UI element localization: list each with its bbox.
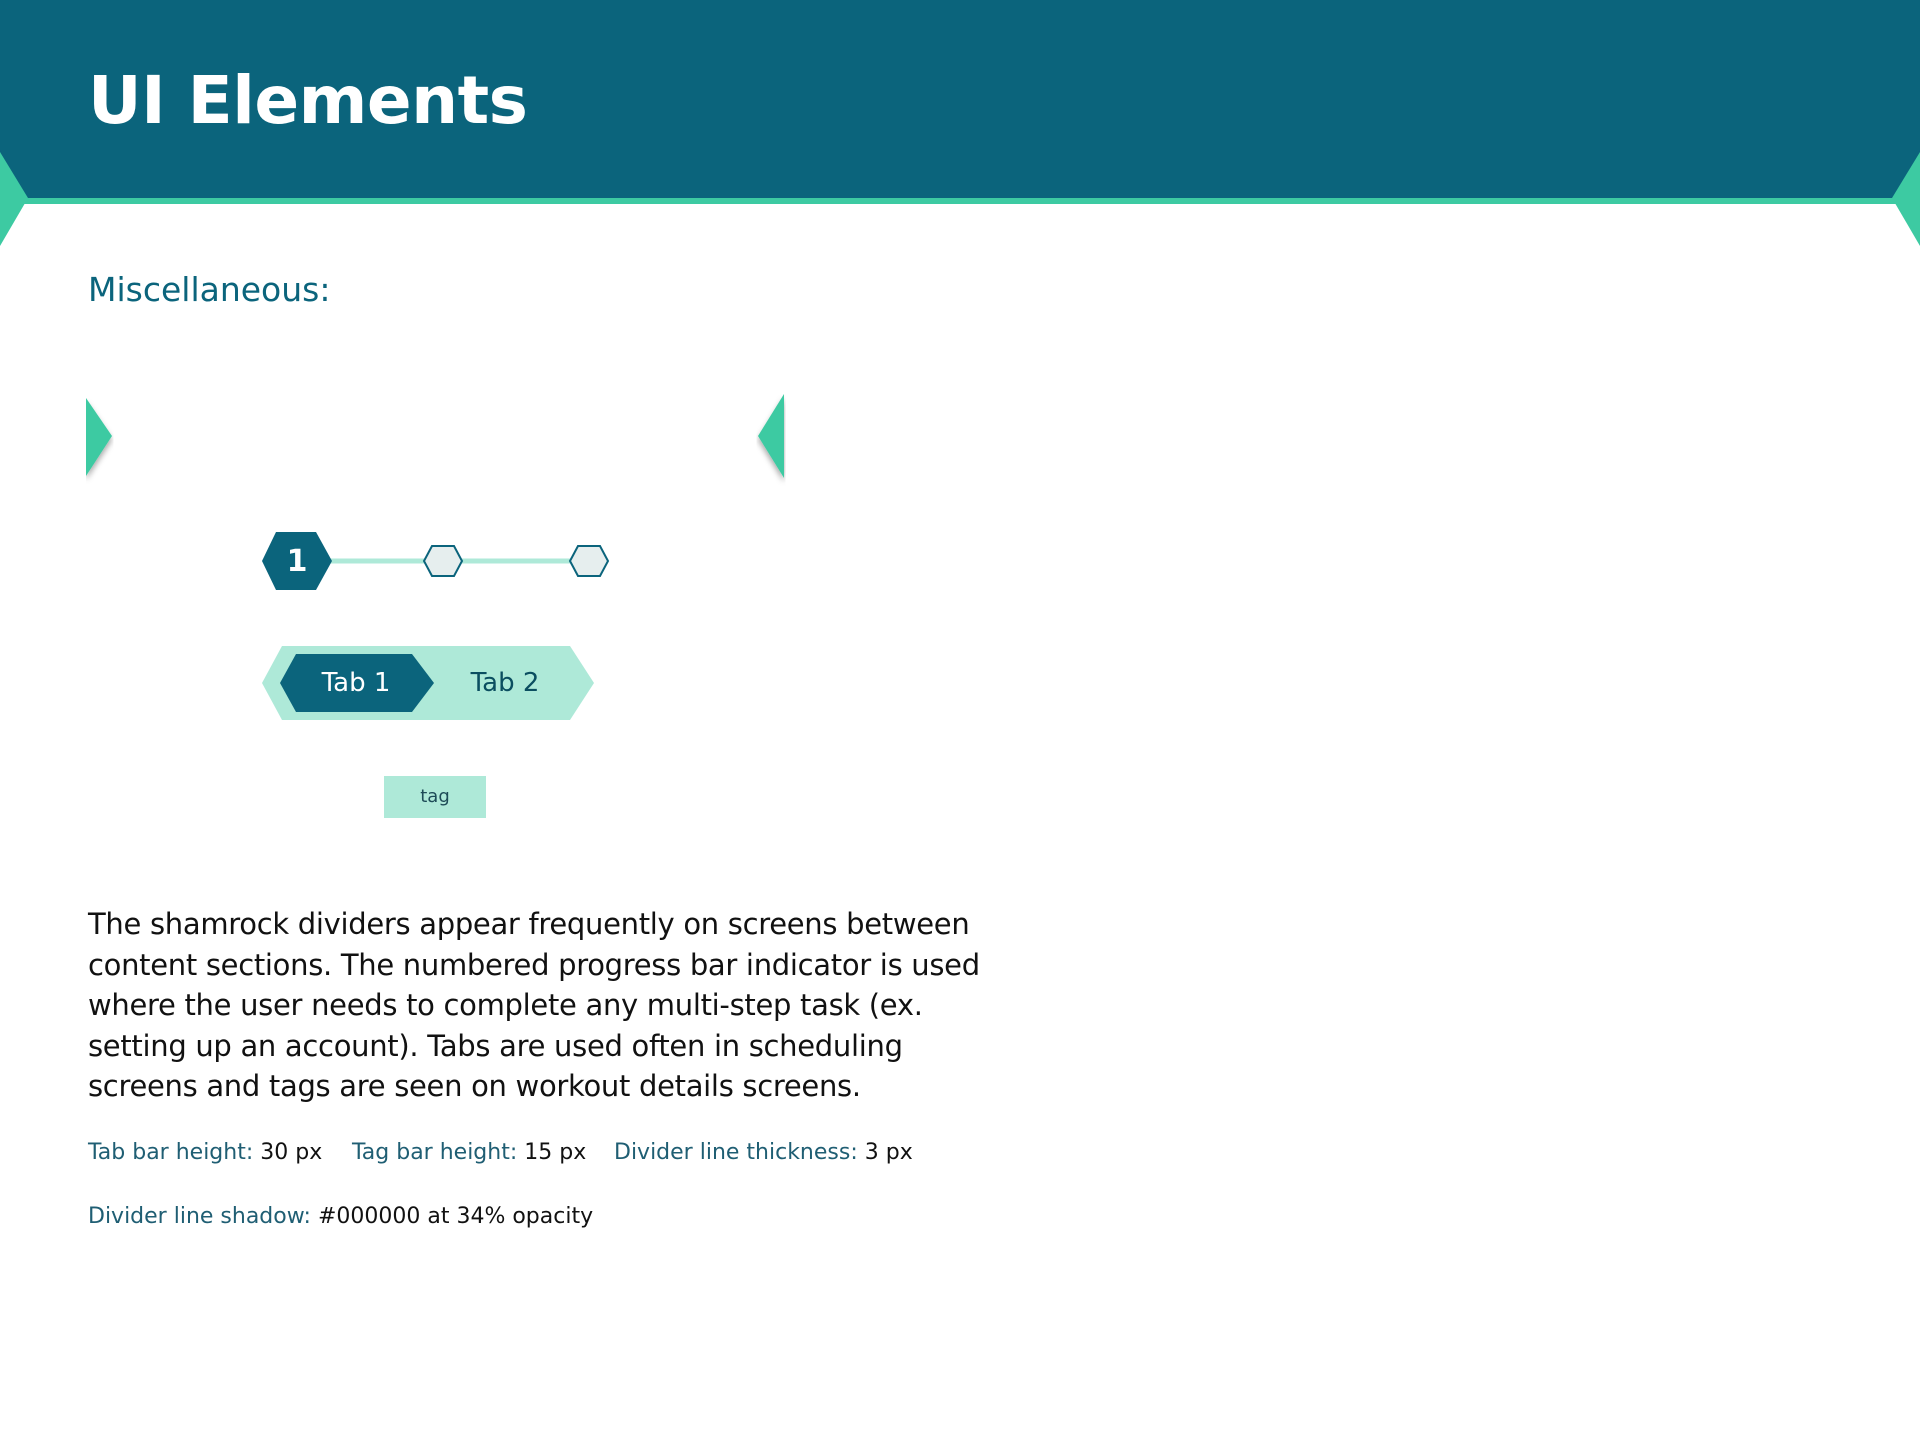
section-heading: Miscellaneous: [88, 270, 331, 309]
spec-value: #000000 at 34% opacity [317, 1204, 594, 1229]
right-corner-accent [1892, 152, 1920, 246]
divider-left-cap [86, 398, 112, 476]
spec-divider-shadow [88, 1204, 593, 1229]
divider-right-cap [758, 394, 784, 478]
step-3-hexagon[interactable] [570, 546, 608, 576]
tag-chip: tag [384, 776, 486, 818]
spec-value: 15 px [524, 1140, 587, 1165]
spec-tag-bar-height [352, 1140, 586, 1165]
tab-1[interactable]: Tab 1 [321, 668, 391, 698]
spec-label: Tag bar height: [352, 1140, 518, 1165]
spec-label: Divider line thickness: [614, 1140, 858, 1165]
left-corner-accent [0, 152, 28, 246]
spec-tab-bar-height [88, 1140, 322, 1165]
spec-label: Tab bar height: [88, 1140, 254, 1165]
page-title: UI Elements [88, 62, 528, 139]
step-2-hexagon[interactable] [424, 546, 462, 576]
spec-divider-thickness [614, 1140, 913, 1165]
tab-2[interactable]: Tab 2 [470, 668, 540, 698]
step-1-number: 1 [286, 544, 308, 579]
spec-value: 30 px [260, 1140, 323, 1165]
description-paragraph: The shamrock dividers appear frequently on screens between content sections. The numbered progress bar indicator is used where the user needs to complete any multi-step task (ex. setting up an account). Tabs are used often in scheduling screens and tags are seen on workout details screens. [88, 907, 980, 1103]
spec-label: Divider line shadow: [88, 1204, 311, 1229]
spec-value: 3 px [864, 1140, 913, 1165]
shamrock-divider [86, 390, 798, 500]
